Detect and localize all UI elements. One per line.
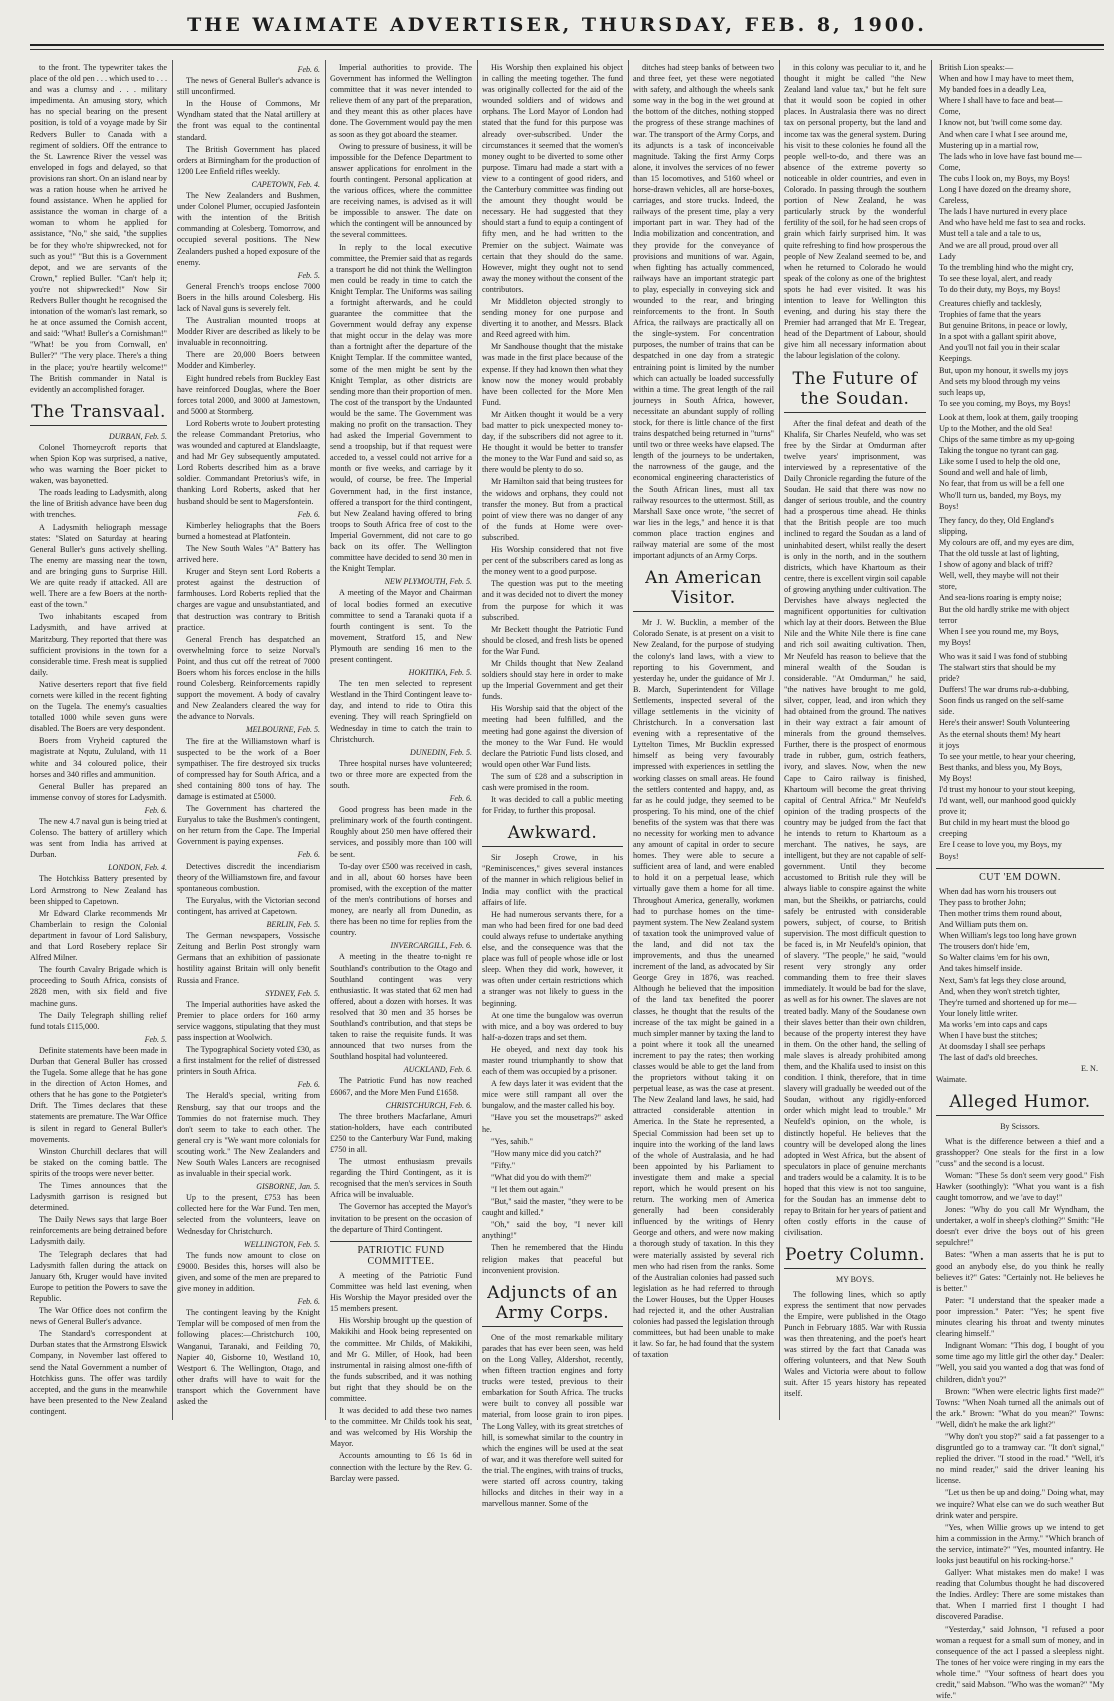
poem-line: Come, xyxy=(939,162,961,172)
dateline: Feb. 6. xyxy=(297,509,320,519)
article-paragraph: The Telegraph declares that had Ladysmith fallen during the attack on January 6th, Kruger would have invited Europe to petition the Powers to save the Republic. xyxy=(30,1249,167,1303)
dateline: BERLIN, Feb. 5. xyxy=(266,920,320,930)
poem-line: Chips of the same timbre as my up-going xyxy=(939,435,1075,445)
masthead: THE WAIMATE ADVERTISER, THURSDAY, FEB. 8, 1900. xyxy=(187,14,927,36)
article-paragraph: Eight hundred rebels from Buckley East have reinforced Douglas, where the Boer forces total 2000, and 3000 at Jamestown, and 5000 at Stormberg. xyxy=(177,373,320,416)
dialogue-line: "But," said the master, "they were to be caught and killed." xyxy=(482,1197,623,1218)
article-paragraph: The German newspapers, Vossische Zeitung and Berlin Post strongly warn Germans that an exhibition of passionate hostility against Britain will only benefit Russia and France. xyxy=(177,931,320,985)
article-paragraph: Two inhabitants escaped from Ladysmith, and have arrived at Maritzburg. They reported that there was sufficient provisions in the town for a considerable time. Fresh meat is supplied daily. xyxy=(30,612,167,677)
dateline: CHRISTCHURCH, Feb. 6. xyxy=(385,1100,472,1110)
article-paragraph: He obeyed, and next day took his master round triumphantly to show that each of them was occupied by a prisoner. xyxy=(482,1044,623,1077)
poem-stanza xyxy=(936,412,1104,512)
article-paragraph: The funds now amount to close on £9000. Besides this, horses will also be given, and some of the men are prepared to give money in addition. xyxy=(177,1250,320,1294)
article-paragraph: The Daily News says that large Boer reinforcements are being detrained before Ladysmith daily. xyxy=(30,1215,167,1247)
poem-line: I show of agony and black of triff? xyxy=(939,560,1053,570)
article-paragraph: Mr J. W. Bucklin, a member of the Colorado Senate, is at present on a visit to New Zealand, for the purpose of studying the colony's land laws, with a view to reporting to his Government, and yesterday he, under the guidance of Mr J. B. March, Superintendent for Village Settlements, inspected several of the village settlements in the vicinity of Christchurch. In a conversation last evening with a representative of the Lyttelton Times, Mr Bucklin expressed himself as being very favourably impressed with experiences in settling the working classes on small areas. He found the settlers contented and happy, and, as far as he could judge, they seemed to be prospering. To his mind, one of the chief benefits of the system was that there was no necessity for working men to advance any amount of capital in order to secure homes. They were able to secure a sufficient area of land, and were enabled to hold it on a perpetual lease, which virtually gave them a home for all time. Throughout America, generally, workmen had to purchase homes on the time-payment system. The New Zealand system of taxation took the unimproved value of the land, and did not tax the improvements, and thus the unearned increment of the land, as advocated by Sir George Grey in 1876, was reached. Although he believed that the imposition of the land tax benefited the poorer classes, he thought that the results of the increase of the tax might be gained in a much simpler manner by taxing the land to a point where it took all the unearned increment to pay the rates; then working classes would be able to get the land from the proprietors without taking it on perpetual lease, as was the case at present. The New Zealand land laws, he said, had attracted considerable attention in America. In the State he represented, a Special Commission had been set up to inquire into the working of the land laws of the whole of Australasia, and he had been appointed by his Parliament to investigate them and make a special report, which he would present on his return. The working men of America generally had been considerably influenced by the writings of Henry George and others, and were now making a thorough study of taxation. In this they were materially assisted by several rich men who had risen from the ranks. Some of the Australian colonies had passed such legislation as he had referred to through the Lower Houses, but the Upper Houses had rejected it, and the other Australian colonies had passed the legislation through committees, but had been unable to make it law. So far, he had found that the system of taxation xyxy=(633,618,774,1360)
dateline: Feb. 6. xyxy=(449,794,472,804)
poem-line: Here's their answer! South Volunteering xyxy=(939,718,1070,728)
section-heading: PATRIOTIC FUND COMMITTEE. xyxy=(330,1241,472,1267)
poem-line: Trophies of fame that the years xyxy=(939,310,1041,320)
article-paragraph: The New Zealanders and Bushmen, under Colonel Plumer, occupied Jasfontein with the intention of the British commanding at Colesberg. Tomorrow, and occupied several positions. The New Zealanders pushed a hoped exposure of the enemy. xyxy=(177,191,320,267)
article-paragraph: The Standard's correspondent at Durban states that the Armstrong Elswick Company, in November last offered to send the Natal Government a number of Hotchkiss guns. The offer was tardily accepted, and the guns in the meanwhile have been presented to the New Zealand contingent. xyxy=(30,1329,167,1416)
column-6 xyxy=(784,62,926,1417)
article-paragraph: The new 4.7 naval gun is being tried at Colenso. The battery of artillery which was sent from India has arrived at Durban. xyxy=(30,817,167,860)
poem-line: terror xyxy=(939,615,958,625)
article-paragraph: The Governor has accepted the Mayor's invitation to be present on the occasion of the departure of Third Contingent. xyxy=(330,1202,472,1234)
poem-line: Sound and well and hale of limb, xyxy=(939,468,1048,478)
article-paragraph: In the House of Commons, Mr Wyndham stated that the Natal artillery at the front was equal to the continental standard. xyxy=(177,99,320,142)
poem-line: store, xyxy=(939,582,957,592)
dateline: HOKITIKA, Feb. 5. xyxy=(408,668,472,678)
poem-line: I'd want, well, our manhood good quickly xyxy=(939,796,1077,806)
section-heading: Poetry Column. xyxy=(784,1245,926,1269)
poem-line: British Lion speaks:— xyxy=(939,63,1014,72)
poem-line: To the trembling hind who the might cry, xyxy=(939,262,1074,272)
poem-line: Boys! xyxy=(939,851,959,861)
poem-line: Who'll turn us, banded, my Boys, my xyxy=(939,490,1062,500)
article-paragraph: The news of General Buller's advance is still unconfirmed. xyxy=(177,76,320,97)
poem-line: I'd trust my honour to your stout keeping, xyxy=(939,785,1076,794)
poem-line: That the old tussle at last of lighting, xyxy=(939,549,1060,559)
article-paragraph: in this colony was peculiar to it, and he thought it might be called "the New Zealand land value tax," but he felt sure that it would soon be copied in other places. In Australasia there was no direct tax on personal property, but the land and income tax was the general system. During his visit to these colonies he found all the people well-to-do, and there was an absence of the extreme poverty so noticeable in older countries, and even in Colorado. In passing through the southern portion of New Zealand, he was particularly struck by the wonderful fertility of the soil, for he had seen crops of grain which fairly surprised him. It was quite refreshing to find how prosperous the people of New Zealand seemed to be, and when he returned to Colorado he would speak of the colony as one of the brightest spots he had ever visited. It was his intention to leave for Wellington this evening, and during his stay there the Premier had arranged that Mr E. Tregear, head of the Department of Labour, should give him all necessary information about the labour legislation of the colony. xyxy=(784,63,926,361)
dateline: SYDNEY, Feb. 5. xyxy=(265,988,320,998)
poem-line: But the old hardly strike me with object xyxy=(939,604,1070,614)
article-paragraph: His Worship brought up the question of Makikihi and Hook being represented on the committee. Mr Childs, of Makikihi, and Mr G. Miller, of Hook, had been instrumental in raising almost one-fifth of the funds subscribed, and it was nothing but right that they should be on the committee. xyxy=(330,1316,472,1403)
article-paragraph: Mr Middleton objected strongly to sending money for one purpose and diverting it to another, and Messrs. Black and Reed agreed with him. xyxy=(482,296,623,340)
joke-paragraph: "Yes, when Willie grows up we intend to get him a commission in the Army." "Which branch of the service, intimate?" "Yes, mounted infantry. He looks just beautiful on his rocking-horse." xyxy=(936,1522,1104,1565)
joke-paragraph: Brown: "When were electric lights first made?" Towns: "When Noah turned all the animals out of the ark." Brown: "What do you mean?" Towns: "Well, didn't he make the ark light?" xyxy=(936,1386,1104,1429)
poem-line: Come, xyxy=(939,107,961,117)
poem-line: The trousers don't hide 'em, xyxy=(939,942,1030,952)
dateline: CAPETOWN, Feb. 4. xyxy=(251,179,320,189)
poem-line: such leaps up, xyxy=(939,387,986,397)
dialogue-line: "I let them out again." xyxy=(491,1185,564,1194)
poem-line: slipping, xyxy=(939,526,968,536)
dateline: Feb. 6. xyxy=(297,1080,320,1090)
poem-line: And takes himself inside. xyxy=(939,964,1023,974)
article-paragraph: The ten men selected to represent Westland in the Third Contingent leave to-day, and intend to ride to Otira this evening. They will reach Springfield on Wednesday in time to catch the train to Christchurch. xyxy=(330,679,472,744)
poem-line: Look at them, look at them, gaily trooping xyxy=(939,412,1078,422)
poem-line: The lads I have nurtured in every place xyxy=(939,207,1067,217)
article-paragraph: At one time the bungalow was overrun with mice, and a boy was ordered to buy half-a-dozen traps and set them. xyxy=(482,1010,623,1042)
article-paragraph: Up to the present, £753 has been collected here for the War Fund. Ten men, selected from the volunteers, leave on Wednesday for Christchurch. xyxy=(177,1193,320,1236)
article-paragraph: The fire at the Williamstown wharf is suspected to be the work of a Boer sympathiser. The fire destroyed six trucks of compressed hay for South Africa, and a shed containing 800 tons of hay. The damage is estimated at £5000. xyxy=(177,736,320,801)
poem-line: My colours are off, and my eyes are dim, xyxy=(939,537,1074,547)
masthead-rule-thin xyxy=(30,49,1104,50)
poem-line: my Boys! xyxy=(939,637,972,647)
poem-title: MY BOYS. xyxy=(836,1275,874,1285)
article-paragraph: There are 20,000 Boers between Modder and Kimberley. xyxy=(177,350,320,371)
poem-line: Who was it said I was fond of stubbing xyxy=(939,651,1068,661)
article-paragraph: Kruger and Steyn sent Lord Roberts a protest against the destruction of farmhouses. Lord Roberts replied that the charges are vague and unsubstantiated, and that destruction was contrary to British practice. xyxy=(177,567,320,632)
column-divider xyxy=(325,60,326,1420)
joke-paragraph: Pater: "I understand that the speaker made a poor impression." Pater: "Yes; he spent five minutes clearing his throat and twenty minutes clearing himself." xyxy=(936,1295,1104,1339)
section-heading: Awkward. xyxy=(482,823,623,847)
article-paragraph: His Worship said that the object of the meeting had been fulfilled, and the meeting had gone against the diversion of the money to the War Fund. He would declare the Patriotic Fund lists closed, and would open other War Fund lists. xyxy=(482,704,623,769)
dateline: DURBAN, Feb. 5. xyxy=(109,431,167,441)
joke-paragraph: What is the difference between a thief and a grasshopper? One steals for the first in a low "cuss" and the second is a locust. xyxy=(936,1136,1104,1168)
article-paragraph: ditches had steep banks of between two and three feet, yet these were negotiated with safety, and although the wheels sank some way in the bog in the wet ground at the bottom of the ditches, nothing stopped the progress of these strange machines of war. The transport of the Army Corps, and its adjuncts is a task of inconceivable magnitude. Taking the first Army Corps alone, it involves the services of no fewer than 15 locomotives, and 5160 wheel or horse-drawn vehicles, all are horse-boxes, carriages, and store trucks. Indeed, the railways of the present time, play a very important part in war. They had of the India mobilization and concentration, and they provide for the conveyance of provisions and munitions of war. Again, when fighting has actually commenced, railways have an important strategic part to play, especially in conveying sick and wounded to the rear, and bringing reinforcements to the front. In South Africa, the railways are practically all on the single-system. For concentration purposes, the number of trains that can be despatched in one day from a strategic entraining point is limited by the number which can actually be loaded successfully within a time. The great length of the rail journeys in South Africa, however, necessitate an abundant supply of rolling stock, for there is little chance of the first trains despatched being returned in "turns" until two or three weeks have elapsed. The length of the journeys to be undertaken, the narrowness of the gauge, and the economical engineering characteristics of the South African lines, must all tax railway resources to the uttermost. Still, as Marshall Saxe once wrote, "the secret of war lies in the legs," and hence it is that common place traction engines and railway material are some of the most important adjuncts of an Army Corps. xyxy=(633,63,774,561)
article-paragraph: Detectives discredit the incendiarism theory of the Williamstown fire, and favour spontaneous combustion. xyxy=(177,861,320,893)
poem-line: I know not, but 'twill come some day. xyxy=(939,118,1063,128)
dateline: Feb. 6. xyxy=(297,850,320,860)
poem-stanza xyxy=(936,62,1104,295)
joke-paragraph: Jones: "Why do you call Mr Wyndham, the undertaker, a wolf in sheep's clothing?" Smith: "He doesn't ever drive the boys out of his green sepulchre!" xyxy=(936,1205,1104,1248)
dateline: Feb. 6. xyxy=(144,805,167,815)
poem-line: Creatures chiefly and tacklesly, xyxy=(939,298,1042,308)
masthead-rule xyxy=(30,44,1104,46)
poem-line: pride? xyxy=(939,674,960,684)
place-name: Waimate. xyxy=(936,1075,967,1085)
article-paragraph: The Euryalus, with the Victorian second contingent, has arrived at Capetown. xyxy=(177,895,320,916)
article-paragraph: Three hospital nurses have volunteered; two or three more are expected from the south. xyxy=(330,758,472,790)
article-paragraph: One of the most remarkable military parades that has ever been seen, was held on the Long Valley, Aldershot, recently, when fifteen traction engines and forty trucks were tested, previous to their embarkation for South Africa. The trucks were built to convey all possible war material, from loose grain to iron pipes. The Long Valley, with its great stretches of hill, is somewhat similar to the country in which the engines will be used at the seat of war, and it was therefore well suited for the trial. The engines, with trains of trucks, were started off across country, taking hillocks and ditches in their way in a marvellous manner. Some of the xyxy=(482,1332,623,1509)
article-paragraph: The Government has chartered the Euryalus to take the Bushmen's contingent, on her return from the Cape. The Imperial Government is paying expenses. xyxy=(177,804,320,847)
poem-line: When I have bust the stitches; xyxy=(939,1030,1038,1040)
poem-line: side. xyxy=(939,707,955,717)
article-paragraph: Definite statements have been made in Durban that General Buller has crossed the Tugela. Some allege that he has gone in the direction of Acton Homes, and others that he has gone to the Potgieter's Drift. The Times declares that these statements are premature. The War Office is silent in regard to General Buller's movements. xyxy=(30,1045,167,1144)
article-paragraph: A meeting in the theatre to-night re Southland's contribution to the Otago and Southland contingent was very enthusiastic. It was stated that 62 men had offered, about a dozen with horses. It was resolved that 30 men and 35 horses be Southland's contribution, and that steps be taken to raise the requisite funds. It was announced that two nurses from the Southland hospital had volunteered. xyxy=(330,952,472,1062)
article-paragraph: General French has despatched an overwhelming force to seize Norval's Point, and thus cut off the retreat of 7000 Boers whom his forces enclose in the hills round Colesberg. Reinforcements rapidly support the movement. A body of cavalry and New Zealanders cleared the way for the advance to Norvals. xyxy=(177,634,320,722)
article-paragraph: In reply to the local executive committee, the Premier said that as regards a transport he did not think the Wellington men could be ready in time to catch the Knight Templar. The Uniforms was sailing a fortnight afterwards, and he could guarantee the committee that the Government would defray any expense that might occur in the delay was more than a fortnight after the departure of the Knight Templar. If the committee wanted, some of the men might be sent by the Knight Templar, as other districts are sending more than their proportion of men. The cost of the transport by the Undaunted would be the same. The Government was making no profit on the transaction. They had asked the Imperial Government to send a troopship, but if that request were acceded to, a vessel could not arrive for a month or five weeks, and carriage by it would, of course, be free. The Imperial Government had, in the first instance, offered a transport for the third contingent, but New Zealand having offered to bring troops to South Africa free of cost to the Imperial Government, did not care to go back on its offer. The Wellington committee have decided to send 30 men in the Knight Templar. xyxy=(330,242,472,574)
article-paragraph: Mr Aitken thought it would be a very bad matter to pick unexpected money to-day, if the subscribers did not agree to it. He thought it would be better to transfer the money to the War Fund and said so, as there would be plenty to do so. xyxy=(482,409,623,475)
article-paragraph: The Imperial authorities have asked the Premier to place orders for 160 army service waggons, stipulating that they must pass inspection at Woolwich. xyxy=(177,999,320,1042)
article-paragraph: Mr Beckett thought the Patriotic Fund should be closed, and fresh lists be opened for the War Fund. xyxy=(482,624,623,656)
poem-line: Keepings. xyxy=(939,354,972,364)
dateline: GISBORNE, Jan. 5. xyxy=(256,1182,320,1192)
poem-line: To do their duty, my Boys, my Boys! xyxy=(939,284,1061,294)
poem-line: In a spot with a gallant spirit above, xyxy=(939,332,1057,342)
dialogue-line: "Have you set the mousetraps?" asked he. xyxy=(482,1113,623,1134)
article-paragraph: Accounts amounting to £6 1s 6d in connection with the lecture by the Rev. G. Barclay were passed. xyxy=(330,1451,472,1483)
poem-line: And, when they won't stretch tighter, xyxy=(939,986,1060,996)
poem-line: Duffers! The war drums rub-a-dubbing, xyxy=(939,685,1069,695)
poem-line: creeping xyxy=(939,829,968,839)
article-paragraph: After the final defeat and death of the Khalifa, Sir Charles Neufeld, who was set free by the Sirdar at Omdurman after twelve years' imprisonment, was interviewed by a representative of the Daily Chronicle regarding the future of the Soudan. He said that there was now no danger of serious trouble, and the country had a prosperous time ahead. He thinks that the British people are too much inclined to regard the Soudan as a land of uninhabited desert, whilst really the desert is only in the north, and in the southern districts, which have Khartoum as their centre, there is excellent virgin soil capable of growing anything under cultivation. The Dervishes have always neglected the magnificent opportunities for cultivation which lay at their doors. Between the Blue Nile and the White Nile there is fine cane and rich soil awaiting cultivation. Then, Mr Neufeld has reason to believe that the mineral wealth of the Soudan is considerable. "At Omdurman," he said, "the natives have brought to me gold, silver, copper, lead, and iron which they had obtained from the ground. The natives in their way extract a fair amount of minerals from the ground themselves. Further, there is the prospect of enormous trade in rubber, gum, ostrich feathers, ivory, and slaves. Now, when the new Cape to Cairo railway is finished, Khartoum will become the great thriving capital of Central Africa." Mr Neufeld's opinion of the trading prospects of the country may be judged from the fact that he intends to return to Khartoum as a merchant. The natives, he says, are intelligent, but they are not capable of self-government. Until they become accustomed to British rule they will be always liable to conspire against the white man, but the Sheikhs, or patriarchs, could safely be entrusted with considerable powers, subject, of course, to British supervision. The most difficult question to be faced is, in Mr Neufeld's opinion, that of slavery. "The people," he said, "would resent very strongly any order commanding them to free their slaves immediately. It would be bad for the slave, as well as for his owner. The slaves are not treated badly. Many of the Soudanese own their slaves better than their own children, because of the property interest they have in them. On the other hand, the selling of male slaves is already prohibited among them, and the Khalifa used to insist on this condition. I think, therefore, that in time slavery will gradually be weeded out of the Soudan, without any rigidly-enforced order which might lead to trouble." Mr Neufeld's opinion, on the whole, is distinctly hopeful. He believes that the country will be developed along the lines adopted in West Africa, but the absent of speculators in place of genuine merchants and traders would be a calamity. It is to be hoped that this view is not too sanguine, for the Soudan has an immense debt to repay to Britain for her years of patient and often costly efforts in the cause of civilisation. xyxy=(784,418,926,1238)
article-paragraph: Mr Hamilton said that being trustees for the widows and orphans, they could not transfer the money. But from a practical point of view there was no danger of any of the funds at Home were over-subscribed. xyxy=(482,477,623,542)
article-paragraph: Good progress has been made in the preliminary work of the fourth contingent. Roughly about 250 men have offered their services, and possibly more than 100 will be sent. xyxy=(330,805,472,859)
article-paragraph: It was decided to add these two names to the committee. Mr Childs took his seat, and was welcomed by His Worship the Mayor. xyxy=(330,1406,472,1449)
poem-line: So Walter claims 'em for his own, xyxy=(939,953,1050,963)
article-paragraph: The Daily Telegraph shilling relief fund totals £115,000. xyxy=(30,1010,167,1031)
poem-line: The cubs I look on, my Boys, my Boys! xyxy=(939,173,1070,183)
poem-line: But child in my heart must the blood go xyxy=(939,818,1070,828)
article-paragraph: Boers from Vryheid captured the magistrate at Nqutu, Zululand, with 11 white and 34 coloured police, their horses and 340 rifles and ammunition. xyxy=(30,736,167,779)
poem-line: And sea-lions roaring is empty noise; xyxy=(939,593,1062,603)
poem-line: And when care I what I see around me, xyxy=(939,129,1068,139)
poem-line: The lads who in love have fast bound me— xyxy=(939,151,1082,161)
section-heading: The Future of the Soudan. xyxy=(784,369,926,413)
joke-paragraph: "Let us then be up and doing." Doing what, may we inquire? What else can we do such weather But drink water and perspire. xyxy=(936,1488,1104,1520)
column-divider xyxy=(477,60,478,1420)
byline: By Scissors. xyxy=(1000,1122,1040,1132)
joke-paragraph: Bates: "When a man asserts that he is put to good an anybody else, do you think he really believes it?" Gates: "Certainly not. He believes he is better." xyxy=(936,1250,1104,1293)
poem-stanza xyxy=(936,515,1104,648)
article-paragraph: His Worship considered that not five per cent of the subscribers cared as long as the money went to a good purpose. xyxy=(482,545,623,577)
poem-line: They fancy, do they, Old England's xyxy=(939,515,1054,525)
article-paragraph: The roads leading to Ladysmith, along the line of British advance have been dug with trenches. xyxy=(30,488,167,520)
column-1 xyxy=(30,62,167,1417)
article-paragraph: He had numerous servants there, for a man who had been fired for one bad deed could always refuse to undertake anything else, and the consequence was that the place was full of people whose idle or lost sleep. When they did work, however, it was often under certain restrictions which a stranger was not likely to guess in the beginning. xyxy=(482,909,623,1008)
poem-line: Lady xyxy=(939,251,956,261)
poem-line: Ma works 'em into caps and caps xyxy=(939,1019,1048,1029)
poem-line: As the eternal shouts them! My heart xyxy=(939,729,1061,739)
article-paragraph: General French's troops enclose 7000 Boers in the hills around Colesberg. His lack of Naval guns is severely felt. xyxy=(177,281,320,313)
article-paragraph: The Australian mounted troops at Modder River are described as likely to be invaluable in reconnoitring. xyxy=(177,316,320,348)
poem-line: Where I shall have to face and beat— xyxy=(939,96,1063,106)
poem-line: And we are all proud, proud over all xyxy=(939,240,1059,250)
column-divider xyxy=(172,60,173,1420)
column-2 xyxy=(177,62,320,1417)
poem-line: And who have held me fast to sea and rocks. xyxy=(939,218,1086,228)
article-paragraph: Lord Roberts wrote to Joubert protesting the release Commandant Pretorius, who was wounded and captured at Elandslaagte, and had Mr Gey subsequently amputated. Lord Roberts described him as a brave soldier. Commandant Pretorius's wife, in thanking Lord Roberts, asked that her husband should be sent to Magersfontein. xyxy=(177,418,320,506)
poem-line: Up to the Mother, and the old Sea! xyxy=(939,424,1053,433)
dialogue-line: "How many mice did you catch?" xyxy=(491,1148,602,1158)
poem-line: To see your mettle, to hear your cheering, xyxy=(939,751,1076,761)
poem-line: Mustering up in a martial row, xyxy=(939,140,1039,150)
poem-line: it joys xyxy=(939,740,960,750)
column-divider xyxy=(779,60,780,1420)
article-paragraph: A few days later it was evident that the mice were still rampant all over the bungalow, and the master called his boy. xyxy=(482,1079,623,1111)
article-paragraph: The Typographical Society voted £30, as a first instalment for the relief of distressed printers in South Africa. xyxy=(177,1045,320,1077)
poem-line: Well, well, they maybe will not their xyxy=(939,571,1059,581)
poem-stanza xyxy=(936,886,1104,1064)
article-paragraph: A meeting of the Patriotic Fund Committee was held last evening, when His Worship the Mayor presided over the 15 members present. xyxy=(330,1270,472,1314)
dateline: LONDON, Feb. 4. xyxy=(108,863,167,873)
article-paragraph: Native deserters report that five field cornets were killed in the recent fighting on the Tugela. The enemy's casualties totalled 1000 while seven guns were disabled. The Boers are very despondent. xyxy=(30,679,167,734)
poem-line: At doomsday I shall see perhaps xyxy=(939,1042,1046,1052)
poem-line: Soon finds us ranged on the self-same xyxy=(939,696,1064,706)
dialogue-line: "Oh," said the boy, "I never kill anything!" xyxy=(482,1220,623,1241)
joke-paragraph: "Why don't you stop?" said a fat passenger to a disgruntled go to a tramway car. "It don't signal," replied the driver. "I stood in the road." "Well, it's no mind reader," said the driver leaning his license. xyxy=(936,1431,1104,1486)
article-paragraph: Then he remembered that the Hindu religion makes that peaceful but inconvenient provision. xyxy=(482,1243,623,1275)
dialogue-line: "Yes, sahib." xyxy=(491,1136,534,1146)
article-paragraph: The Patriotic Fund has now reached £6067, and the More Men Fund £1658. xyxy=(330,1076,472,1097)
article-paragraph: The Hotchkiss Battery presented by Lord Armstrong to New Zealand has been shipped to Capetown. xyxy=(30,874,167,906)
article-paragraph: Kimberley heliographs that the Boers burned a homestead at Platfontein. xyxy=(177,520,320,541)
article-paragraph: Imperial authorities to provide. The Government has informed the Wellington committee that it was never intended to relieve them of any part of the preparation, and they meant this as other places have done. The Government would pay the men as soon as they got aboard the steamer. xyxy=(330,63,472,139)
section-heading: Adjuncts of an Army Corps. xyxy=(482,1283,623,1327)
column-7 xyxy=(936,62,1104,1701)
poem-stanza xyxy=(936,298,1104,409)
article-paragraph: Mr Edward Clarke recommends Mr Chamberlain to resign the Colonial department in favour of Lord Salisbury, and that Lord Rosebery replace Sir Alfred Milner. xyxy=(30,908,167,963)
article-paragraph: Mr Childs thought that New Zealand soldiers should stay here in order to make up the Imperial Government and get their funds. xyxy=(482,658,623,702)
poem-line: But genuine Britons, in peace or lowly, xyxy=(939,321,1068,331)
poem-line: But, upon my honour, it swells my joys xyxy=(939,365,1069,375)
dateline: AUCKLAND, Feb. 6. xyxy=(403,1065,472,1075)
section-heading: An American Visitor. xyxy=(633,568,774,612)
column-4 xyxy=(482,62,623,1509)
poem-line: My Boys! xyxy=(939,773,972,783)
article-paragraph: Owing to pressure of business, it will be impossible for the Defence Department to answer applications for enrolment in the fourth contingent. Personal application at the various offices, where the committee are receiving names, is advised as it will be impossible to answer. The date on which the contingent will be announced by the several committees. xyxy=(330,141,472,240)
poem-line: To see these loyal, alert, and ready xyxy=(939,273,1053,283)
column-5 xyxy=(633,62,774,1417)
joke-paragraph: Gallyer: What mistakes men do make! I was reading that Columbus thought he had discovered the Indies. Ardley: There are some mistakes than that. When I married first I thought I had discovered Paradise. xyxy=(936,1568,1104,1622)
column-3 xyxy=(330,62,472,1483)
poem-line: Careless, xyxy=(939,196,969,206)
poem-line: Ere I cease to love you, my Boys, my xyxy=(939,840,1062,850)
dateline: Feb. 6. xyxy=(297,65,320,74)
poem-line: prove it; xyxy=(939,807,967,817)
article-paragraph: His Worship then explained his object in calling the meeting together. The fund was originally collected for the aid of the wounded soldiers and of widows and orphans. The Lord Mayor of London had stated that the fund for this purpose was already over-subscribed. Under the circumstances it seemed that the women's money ought to be diverted to some other purpose. Timaru had made a start with a view to a contingent of good riders, and the Canterbury committee was finding out the amount they thought would be necessary. He had suggested that they should start a fund to equip a contingent of fifty men, and he had written to the Premier on the subject. Waimate was certain that they should do the same. However, might they ought not to send away the money without the consent of the contributors. xyxy=(482,63,623,294)
article-paragraph: A meeting of the Mayor and Chairman of local bodies formed an executive committee to send a Taranaki quota if a fourth contingent is sent. To the movement, Stratford 15, and New Plymouth are sending 16 men to the present contingent. xyxy=(330,588,472,664)
dateline: WELLINGTON, Feb. 5. xyxy=(243,1239,320,1249)
article-paragraph: General Buller has prepared an immense convoy of stores for Ladysmith. xyxy=(30,781,167,802)
dialogue-line: "What did you do with them?" xyxy=(491,1172,592,1182)
dateline: DUNEDIN, Feb. 5. xyxy=(410,747,472,757)
section-heading: Alleged Humor. xyxy=(936,1092,1104,1116)
article-paragraph: The following lines, which so aptly express the sentiment that now pervades the Empire, were published in the Otago Punch in February 1885. War with Russia was then threatening, and the poet's heart was stirred by the fact that Canada was offering volunteers, and that New South Wales and Victoria were about to follow suit. After 15 years history has repeated itself. xyxy=(784,1289,926,1399)
poem-line: And William puts them on. xyxy=(939,920,1028,930)
poem-line: My banded foes in a deadly Lea, xyxy=(939,85,1047,95)
article-paragraph: The utmost enthusiasm prevails regarding the Third Contingent, as it is recognised that the men's services in South Africa will be invaluable. xyxy=(330,1157,472,1200)
article-paragraph: To-day over £500 was received in cash, and in all, about 60 horses have been promised, with the exception of the matter of the men's contributions of horses and money, are nearly all from Dunedin, as there has been no time for replies from the country. xyxy=(330,861,472,938)
article-paragraph: Mr Sandhouse thought that the mistake was made in the first place because of the expense. If they had known then what they know now the money would probably have been collected for the More Men Fund. xyxy=(482,342,623,407)
article-paragraph: The New South Wales "A" Battery has arrived here. xyxy=(177,543,320,565)
poem-line: They pass to brother John; xyxy=(939,897,1026,907)
article-paragraph: to the front. The typewriter takes the place of the old pen . . . which used to . . . and was a clumsy and . . . military impedimenta. An amusing story, which has no special bearing on the present position, is told of a voyage made by Sir Redvers Buller to Canada with a regiment of soldiers. Off the entrance to the St. Lawrence River the vessel was enveloped in fogs and delayed, so that provisions ran short. On an island near by was a ration house when he arrived he found assistance. When he applied for assistance the woman in charge of a woman to whom he applied for assistance, "No," she said, "the supplies be for they who're shipwrecked, not for such as you!" "But this is a Government depot, and we are servants of the Crown," replied Buller. "Can't help it; you're not shipwrecked!" Now Sir Redvers Buller thought he recognised the intonation of the woman's last remark, so he at once assumed the Cornish accent, and said: "What! Buller's a Cornishman!" "What! be you from Cornwall, en' Buller?" "The very place. There's a thing in the place; you're heartily welcome!" The British commander in Natal is evidently an accomplished forager. xyxy=(30,63,167,394)
article-paragraph: It was decided to call a public meeting for Friday, to further this proposal. xyxy=(482,795,623,816)
poem-line: When I see you round me, my Boys, xyxy=(939,626,1059,636)
poem-line: Like some I used to help the old one, xyxy=(939,457,1061,467)
dateline: Feb. 5. xyxy=(144,1034,167,1044)
poem-line: And sets my blood through my veins xyxy=(939,376,1060,386)
poem-stanza xyxy=(936,651,1104,862)
poem-line: To see you coming, my Boys, my Boys! xyxy=(939,398,1071,408)
poem-line: When dad has worn his trousers out xyxy=(939,886,1057,896)
poem-line: Best thanks, and bless you, My Boys, xyxy=(939,762,1063,772)
section-heading: The Transvaal. xyxy=(30,402,167,426)
poem-line: Long I have dozed on the dreamy shore, xyxy=(939,185,1071,195)
article-paragraph: The fourth Cavalry Brigade which is proceeding to South Africa, consists of 2828 men, with six field and five machine guns. xyxy=(30,965,167,1008)
dateline: Feb. 5. xyxy=(297,270,320,280)
poem-line: Taking the tongue no tyrant can gag. xyxy=(939,446,1059,456)
article-paragraph: Winston Churchill declares that will be staked on the coming battle. The spirits of the troops were never better. xyxy=(30,1146,167,1178)
poem-line: Must tell a tale and a tale to us, xyxy=(939,229,1042,239)
poem-line: Next, Sam's fat legs they close around, xyxy=(939,975,1066,985)
poem-line: No fear, that from us will be a fell one xyxy=(939,479,1065,489)
article-paragraph: The sum of £28 and a subscription in cash were promised in the room. xyxy=(482,771,623,792)
dateline: INVERCARGILL, Feb. 6. xyxy=(390,941,472,951)
article-paragraph: Sir Joseph Crowe, in his "Reminiscences," gives several instances of the manner in which religious belief in India may conflict with the practical affairs of life. xyxy=(482,853,623,907)
column-divider xyxy=(628,60,629,1420)
article-paragraph: The three brothers Macfarlane, Amuri station-holders, have each contributed £250 to the Canterbury War Fund, making £750 in all. xyxy=(330,1111,472,1154)
poem-line: Then mother trims them round about, xyxy=(939,908,1062,918)
article-paragraph: Colonel Thorneycroft reports that when Spion Kop was surprised, a native, who was warning the Boer picket to waken, was bayonetted. xyxy=(30,442,167,486)
poem-line: And you'll not fail you in their scalar xyxy=(939,343,1060,353)
joke-paragraph: Indignant Woman: "This dog, I bought of you some time ago my little girl the other day." Dealer: "Well, you said you wanted a dog that was fond of children, didn't you?" xyxy=(936,1341,1104,1384)
poem-line: When and how I may have to meet them, xyxy=(939,74,1074,84)
poem-line: When William's legs too long have grown xyxy=(939,931,1077,941)
article-paragraph: The British Government has placed orders at Birmingham for the production of 1200 Lee Enfield rifles weekly. xyxy=(177,144,320,176)
poem-line: Boys! xyxy=(939,501,959,511)
article-paragraph: The Herald's special, writing from Rensburg, say that our troops and the Tommies do not fraternise much. They don't seem to take to each other. The general cry is "We want more colonials for scouting work." The New Zealanders and New South Wales Lancers are recognised as invaluable in their special work. xyxy=(177,1091,320,1179)
section-heading: CUT 'EM DOWN. xyxy=(936,868,1104,883)
dateline: Feb. 6. xyxy=(297,1297,320,1307)
poem-line: The last of dad's old breeches. xyxy=(939,1053,1038,1063)
dateline: MELBOURNE, Feb. 5. xyxy=(246,725,320,735)
article-paragraph: The question was put to the meeting and it was decided not to divert the money from the purpose for which it was subscribed. xyxy=(482,579,623,622)
poem-line: Your lonely little writer. xyxy=(939,1008,1018,1018)
article-paragraph: The Times announces that the Ladysmith garrison is resigned but determined. xyxy=(30,1181,167,1213)
joke-paragraph: "Yesterday," said Johnson, "I refused a poor woman a request for a small sum of money, and in consequence of the act I passed a sleepless night. The tones of her voice were ringing in my ears the whole time." "Your softness of heart does you credit," said Mabson. "Who was the woman?" "My wife." xyxy=(936,1624,1104,1701)
dialogue-line: "Fifty." xyxy=(491,1160,516,1170)
column-divider xyxy=(931,60,932,1420)
poem-line: The stalwart stirs that should be my xyxy=(939,662,1056,672)
poem-line: They're turned and shortened up for me— xyxy=(939,997,1077,1007)
article-paragraph: The War Office does not confirm the news of General Buller's advance. xyxy=(30,1306,167,1327)
article-paragraph: A Ladysmith heliograph message states: "Slated on Saturday at hearing General Buller's guns actively shelling. The enemy are massing near the town, and are bringing guns to Surprise Hill. We are quite ready if attacked. All are well. There are a few Boers at the north-east of the town." xyxy=(30,522,167,610)
article-paragraph: The contingent leaving by the Knight Templar will be composed of men from the following places:—Christchurch 100, Wanganui, Taranaki, and Feilding 70, Napier 40, Gisborne 10, Westland 10, Westport 6. The Wellington, Otago, and other drafts will have to wait for the transport which the Government have asked the xyxy=(177,1308,320,1406)
author-signature: E. N. xyxy=(1080,1064,1098,1074)
joke-paragraph: Woman: "These 5s don't seem very good." Fish Hawker (soothingly): "What you want is a fish caught tomorrow, and we 'ave to day!" xyxy=(936,1170,1104,1202)
dateline: NEW PLYMOUTH, Feb. 5. xyxy=(384,577,472,587)
